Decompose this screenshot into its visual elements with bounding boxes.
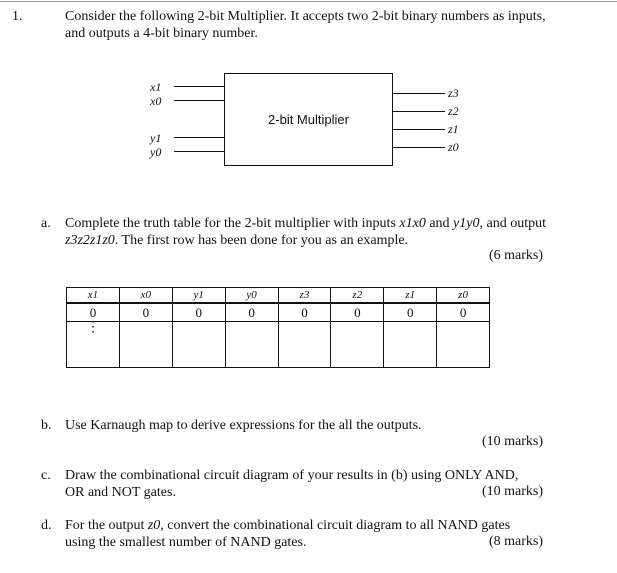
part-c-line2: OR and NOT gates. — [65, 485, 176, 500]
part-d-marks: (8 marks) — [488, 534, 543, 549]
table-cell-empty[interactable] — [278, 322, 331, 368]
output-label-z1: z1 — [448, 122, 459, 136]
multiplier-block — [224, 73, 393, 166]
table-cell: 0 — [437, 303, 490, 322]
part-a-text — [65, 215, 565, 249]
table-cell-empty[interactable] — [331, 322, 384, 368]
part-a-marks: (6 marks) — [488, 248, 543, 263]
input-label-x1: x1 — [150, 80, 162, 94]
table-cell: 0 — [67, 303, 120, 322]
part-b-label: b. — [41, 418, 52, 433]
wire-y1 — [174, 137, 224, 138]
part-a-and: and — [429, 216, 450, 231]
header-z1: z1 — [384, 288, 437, 304]
continuation-dots: ⋮ — [85, 320, 100, 335]
part-d-label: d. — [41, 518, 52, 533]
question-number: 1. — [12, 9, 23, 24]
part-d-line1 — [65, 517, 510, 534]
multiplier-block-label: 2-bit Multiplier — [268, 112, 349, 127]
wire-z2 — [393, 111, 445, 112]
table-cell-empty[interactable] — [119, 322, 172, 368]
input-label-x0: x0 — [150, 94, 162, 108]
table-cell: 0 — [172, 303, 225, 322]
question-intro: Consider the following 2-bit Multiplier. It accepts two 2-bit binary numbers as inputs, and outputs a 4-bit binary number. — [65, 9, 546, 41]
table-cell-empty[interactable] — [172, 322, 225, 368]
output-label-z3: z3 — [448, 86, 459, 100]
wire-x0 — [174, 100, 224, 101]
header-y1: y1 — [172, 288, 225, 304]
input-label-y1: y1 — [150, 131, 162, 145]
table-cell-continuation — [67, 322, 120, 368]
part-a-text-end: . The first row has been done for you as an example. — [114, 233, 409, 248]
part-a-and-output: , and output — [479, 216, 546, 231]
input-label-y0: y0 — [150, 145, 162, 159]
part-a-label: a. — [41, 216, 51, 231]
part-d-line1-start: For the output — [65, 518, 145, 533]
part-b-text: Use Karnaugh map to derive expressions for the all the outputs. — [65, 418, 422, 433]
header-z2: z2 — [331, 288, 384, 304]
part-d-output: z0 — [147, 518, 161, 533]
part-d-line1-end: , convert the combinational circuit diagram to all NAND gates — [160, 518, 511, 533]
table-cell-empty[interactable] — [437, 322, 490, 368]
part-c-line1: Draw the combinational circuit diagram of your results in (b) using ONLY AND, — [65, 468, 519, 483]
wire-z1 — [393, 129, 445, 130]
header-z0: z0 — [437, 288, 490, 304]
part-a-inputs-y: y1y0 — [453, 216, 480, 231]
output-label-z0: z0 — [448, 140, 459, 154]
header-x1: x1 — [67, 288, 120, 304]
table-cell: 0 — [331, 303, 384, 322]
part-c-label: c. — [41, 468, 51, 483]
output-label-z2: z2 — [448, 104, 459, 118]
part-a-text-start: Complete the truth table for the 2-bit multiplier with inputs — [65, 216, 396, 231]
table-cell: 0 — [278, 303, 331, 322]
wire-z3 — [393, 93, 445, 94]
table-row-blank — [67, 322, 490, 368]
table-row — [67, 303, 490, 322]
part-c-marks: (10 marks) — [481, 484, 543, 499]
table-cell-empty[interactable] — [384, 322, 437, 368]
part-d-line2: using the smallest number of NAND gates. — [65, 535, 307, 550]
table-cell: 0 — [225, 303, 278, 322]
header-x0: x0 — [119, 288, 172, 304]
part-a-outputs: z3z2z1z0 — [65, 233, 115, 248]
truth-table — [66, 287, 490, 368]
part-b-marks: (10 marks) — [481, 434, 543, 449]
wire-x1 — [174, 86, 224, 87]
top-rule — [0, 1, 617, 2]
table-cell: 0 — [119, 303, 172, 322]
wire-y0 — [174, 151, 224, 152]
truth-table-header-row — [67, 288, 490, 304]
table-cell-empty[interactable] — [225, 322, 278, 368]
header-z3: z3 — [278, 288, 331, 304]
table-cell: 0 — [384, 303, 437, 322]
header-y0: y0 — [225, 288, 278, 304]
wire-z0 — [393, 147, 445, 148]
part-a-inputs-x: x1x0 — [399, 216, 426, 231]
